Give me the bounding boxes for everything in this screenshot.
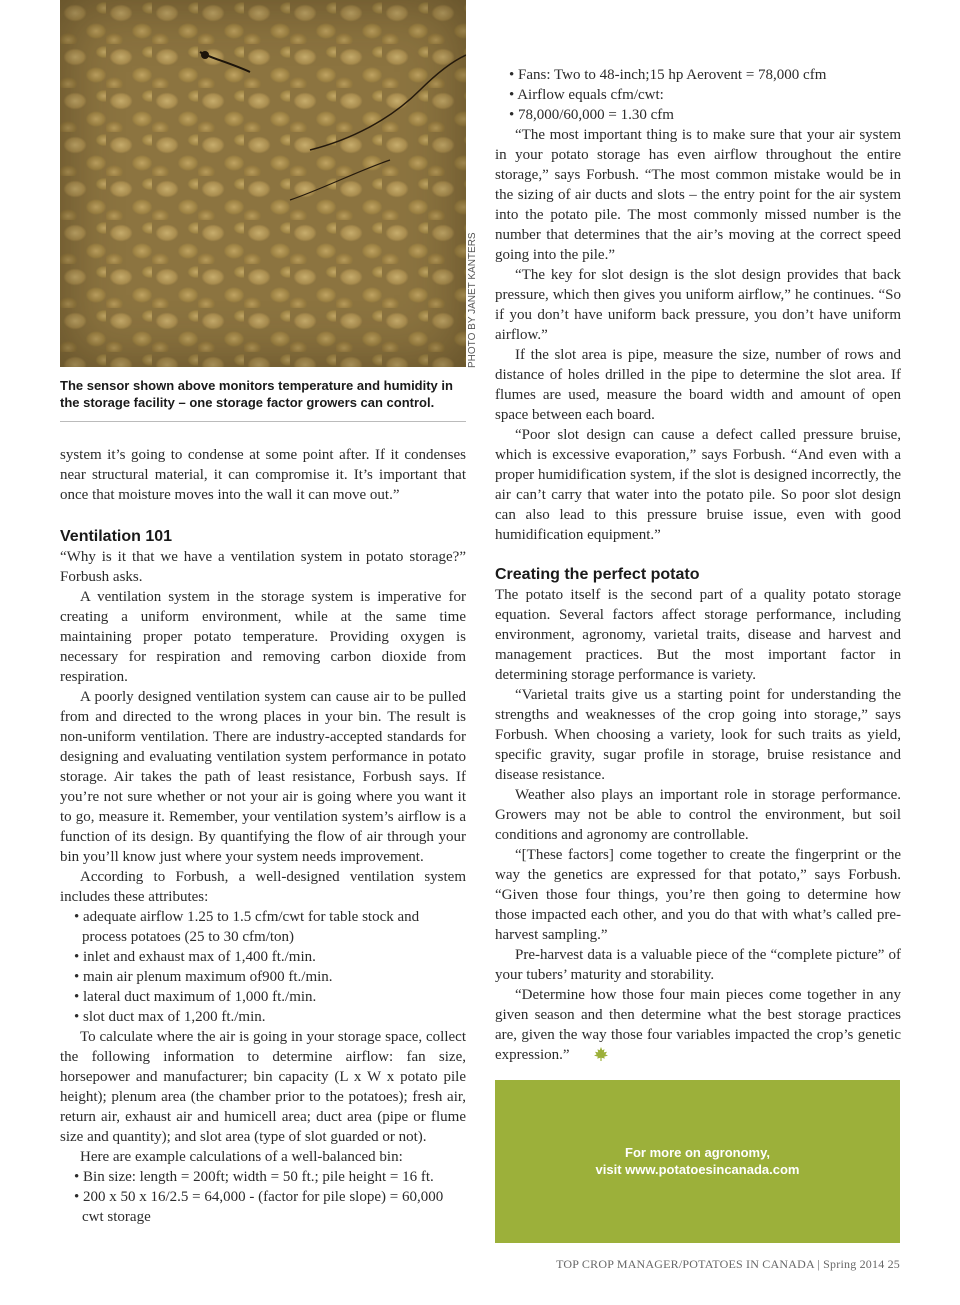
fan-list bbox=[495, 65, 901, 125]
list-item: • 200 x 50 x 16/2.5 = 64,000 - (factor for pile slope) = 60,000 cwt storage bbox=[74, 1189, 444, 1225]
list-item: • Fans: Two to 48-inch;15 hp Aerovent = 78,000 cfm bbox=[509, 67, 827, 83]
paragraph-why: “Why is it that we have a ventilation system in potato storage?” Forbush asks. bbox=[60, 549, 466, 585]
attribute-list bbox=[60, 907, 466, 1027]
paragraph-key: “The key for slot design is the slot design provides that back pressure, which then gives you uniform airflow,” he continues. “So if you don’t have uniform back pressure, you don’t have uniform airflow.” bbox=[495, 267, 901, 343]
promo-box bbox=[495, 1080, 900, 1243]
promo-text bbox=[495, 1144, 900, 1178]
heading-ventilation: Ventilation 101 bbox=[60, 528, 173, 545]
page-footer bbox=[556, 1257, 900, 1272]
promo-line-1: For more on agronomy, bbox=[625, 1145, 770, 1160]
promo-link[interactable]: visit www.potatoesincanada.com bbox=[595, 1162, 800, 1177]
paragraph-determine: “Determine how those four main pieces come together in any given season and then determine what the best storage practices are, given the way those four variables impacted the crop’s genetic expression.” bbox=[495, 985, 901, 1068]
list-item: • lateral duct maximum of 1,000 ft./min. bbox=[74, 989, 317, 1005]
list-item: • slot duct max of 1,200 ft./min. bbox=[74, 1009, 266, 1025]
list-item: • 78,000/60,000 = 1.30 cfm bbox=[509, 107, 674, 123]
paragraph-slot: If the slot area is pipe, measure the size, number of rows and distance of holes drilled in the pipe to determine the slot area. If flumes are used, measure the board width and amount of open space between each board. bbox=[495, 347, 901, 423]
paragraph-poor-slot: “Poor slot design can cause a defect called pressure bruise, which is excessive evaporation,” says Forbush. “And even with a proper humidification system, if the slot is designed incorrectly, the air can’t carry that water into the potato pile. So poor slot design can also lead to this pressure bruise issue, even with good humidification equipment.” bbox=[495, 427, 901, 543]
list-item: • inlet and exhaust max of 1,400 ft./min. bbox=[74, 949, 316, 965]
paragraph-system: A ventilation system in the storage system is imperative for creating a uniform environment, while at the same time maintaining proper potato temperature. Providing oxygen is necessary for respiration and removing carbon dioxide from respiration. bbox=[60, 589, 466, 685]
heading-perfect-potato: Creating the perfect potato bbox=[495, 566, 700, 583]
right-column bbox=[495, 65, 901, 1068]
photo-caption: The sensor shown above monitors temperature and humidity in the storage facility – one storage factor growers can control. bbox=[60, 378, 453, 410]
list-item: • adequate airflow 1.25 to 1.5 cfm/cwt for table stock and process potatoes (25 to 30 cfm/ton) bbox=[74, 909, 420, 945]
page-number: 25 bbox=[887, 1257, 900, 1271]
paragraph-weather: Weather also plays an important role in storage performance. Growers may not be able to control the environment, but soil conditions and agronomy are controllable. bbox=[495, 787, 901, 843]
list-item: • Bin size: length = 200ft; width = 50 ft.; pile height = 16 ft. bbox=[74, 1169, 434, 1185]
paragraph-according: According to Forbush, a well-designed ventilation system includes these attributes: bbox=[60, 869, 466, 905]
maple-leaf-icon bbox=[573, 1046, 609, 1068]
paragraph-continued: system it’s going to condense at some point after. If it condenses near structural material, it can compromise it. It’s important that once that moisture moves into the wall it can move out.” bbox=[60, 447, 466, 503]
caption-divider bbox=[60, 421, 466, 422]
photo-credit: PHOTO BY JANET KANTERS bbox=[467, 232, 478, 368]
list-item: • main air plenum maximum of900 ft./min. bbox=[74, 969, 333, 985]
left-column bbox=[60, 445, 466, 1227]
paragraph-example: Here are example calculations of a well-balanced bin: bbox=[80, 1149, 403, 1165]
paragraph-varietal: “Varietal traits give us a starting point for understanding the strengths and weaknesses of the crop going into storage,” says Forbush. When choosing a variety, look for such traits as yield, specific gravity, sugar profile in storage, bruise resistance and disease resistance. bbox=[495, 687, 901, 783]
paragraph-calculate: To calculate where the air is going in your storage space, collect the following information to determine airflow: fan size, horsepower and manufacturer; bin capacity (L x W x potato pile height); plenum area (the chamber prior to the potatoes); fresh air, return air, exhaust air and humicell area; duct area (pipe or flume size and quantity); and slot area (type of slot guarded or not). bbox=[60, 1029, 466, 1145]
list-item: • Airflow equals cfm/cwt: bbox=[509, 87, 664, 103]
potato-storage-photo bbox=[60, 0, 466, 367]
paragraph-preharvest: Pre-harvest data is a valuable piece of the “complete picture” of your tubers’ maturity and storability. bbox=[495, 947, 901, 983]
paragraph-poorly: A poorly designed ventilation system can cause air to be pulled from and directed to the wrong places in your bin. The result is non-uniform ventilation. There are industry-accepted standards for designing and evaluating ventilation system performance in potato storage. Air takes the path of least resistance, Forbush says. If you’re not sure whether or not your air is going where you want it to go, measure it. Remember, your ventilation system’s airflow is a function of its design. By quantifying the flow of air through your bin you’ll know just where your system needs improvement. bbox=[60, 689, 466, 865]
paragraph-important: “The most important thing is to make sure that your air system in your potato storage has even airflow throughout the entire storage,” says Forbush. “The most common mistake would be in the sizing of air ducts and slots – the entry point for the air system into the potato pile. The most commonly missed number is the number that determines that the air’s moving at the correct speed going into the pile.” bbox=[495, 127, 901, 263]
calculation-list bbox=[60, 1167, 466, 1227]
footer-publication: TOP CROP MANAGER/POTATOES IN CANADA | Spring 2014 bbox=[556, 1257, 885, 1271]
paragraph-potato: The potato itself is the second part of a quality potato storage equation. Several factors affect storage performance, including environment, agronomy, varietal traits, disease and harvest and management practices. But the most important factor in determining storage performance is variety. bbox=[495, 587, 901, 683]
sensor-wire-drawing bbox=[60, 0, 466, 367]
paragraph-factors: “[These factors] come together to create the fingerprint or the way the genetics are expressed for that potato,” says Forbush. “Given those four things, you’re then going to determine how those impacted each other, and you do that with what’s called pre-harvest sampling.” bbox=[495, 847, 901, 943]
